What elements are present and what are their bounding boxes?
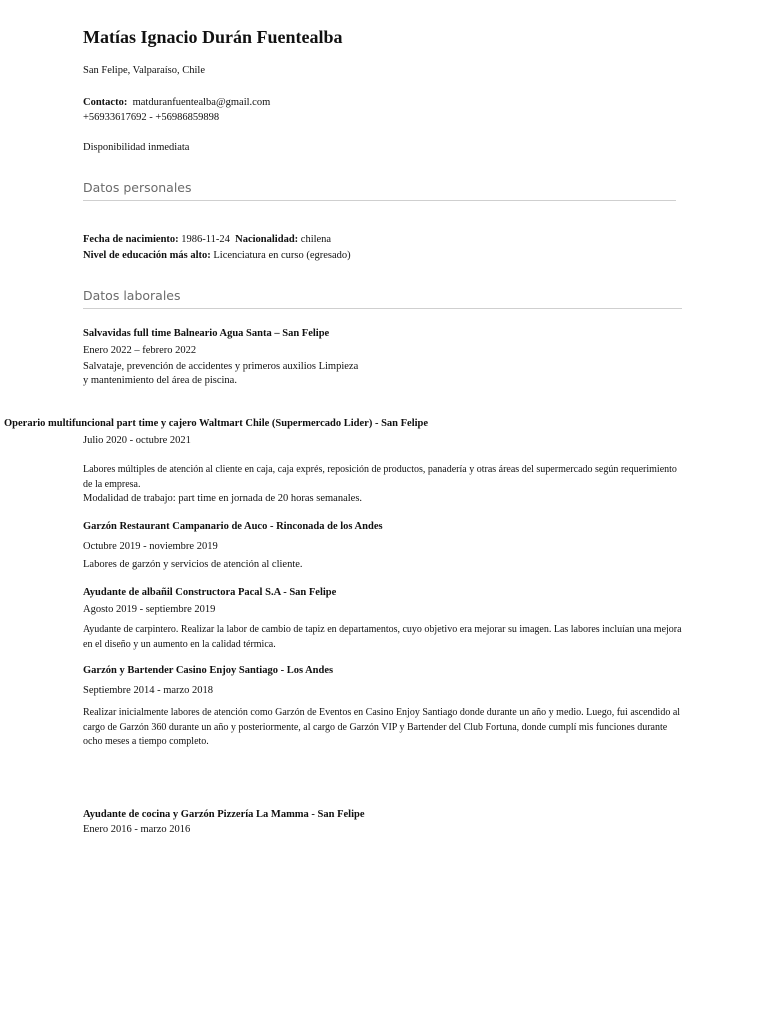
job-title: Garzón y Bartender Casino Enjoy Santiago - Los Andes [83,665,334,676]
job-dates: Julio 2020 - octubre 2021 [83,435,191,446]
nationality-label: Nacionalidad: [235,234,299,245]
candidate-name: Matías Ignacio Durán Fuentealba [83,27,343,47]
birth-label: Fecha de nacimiento: [83,234,179,245]
birth-nationality-line [83,234,331,245]
job-description: Labores de garzón y servicios de atención al cliente. [83,559,303,570]
section-divider [83,200,676,201]
job-description: Ayudante de carpintero. Realizar la labor de cambio de tapiz en departamentos, cuyo objetivo era mejorar su imagen. Las labores incluían una mejora en el diseño y un aumento en la calidad térmica. [83,624,682,650]
nationality-value: chilena [300,234,332,245]
job-title: Garzón Restaurant Campanario de Auco - Rinconada de los Andes [83,521,383,532]
education-line [83,250,351,261]
job-description: Labores múltiples de atención al cliente en caja, caja exprés, reposición de productos, panadería y otras áreas del supermercado según requerimiento de la empresa. [83,464,677,490]
job-title: Ayudante de cocina y Garzón Pizzería La Mamma - San Felipe [83,809,365,820]
email[interactable]: matduranfuentealba@gmail.com [132,97,271,108]
location: San Felipe, Valparaíso, Chile [83,65,205,76]
contact-line [83,97,270,108]
job-description: Modalidad de trabajo: part time en jornada de 20 horas semanales. [83,493,363,504]
job-dates: Septiembre 2014 - marzo 2018 [83,685,214,696]
job-title: Ayudante de albañil Constructora Pacal S.A - San Felipe [83,587,337,598]
section-divider [83,308,682,309]
contact-label: Contacto: [83,97,128,108]
job-description: Realizar inicialmente labores de atención como Garzón de Eventos en Casino Enjoy Santiago donde durante un año y medio. Luego, fui ascendido al cargo de Garzón 360 durante un año y posteriormente, al cargo de Garzón VIP y Bartender del Club Fortuna, donde cumplí mis funciones durante ocho meses a tiempo completo. [83,707,681,747]
education-label: Nivel de educación más alto: [83,250,211,261]
job-title: Salvavidas full time Balneario Agua Santa – San Felipe [83,328,330,339]
education-value: Licenciatura en curso (egresado) [213,250,351,261]
phones: +56933617692 - +56986859898 [83,112,220,123]
section-title-work: Datos laborales [83,288,181,303]
section-title-personal: Datos personales [83,180,192,195]
availability: Disponibilidad inmediata [83,142,190,153]
birth-value: 1986-11-24 [181,234,230,245]
job-dates: Enero 2022 – febrero 2022 [83,345,197,356]
job-dates: Enero 2016 - marzo 2016 [83,824,191,835]
job-dates: Octubre 2019 - noviembre 2019 [83,541,218,552]
job-description: y mantenimiento del área de piscina. [83,375,237,386]
job-title: Operario multifuncional part time y cajero Waltmart Chile (Supermercado Lider) - San Felipe [4,418,429,429]
job-dates: Agosto 2019 - septiembre 2019 [83,604,216,615]
job-description: Salvataje, prevención de accidentes y primeros auxilios Limpieza [83,361,359,372]
